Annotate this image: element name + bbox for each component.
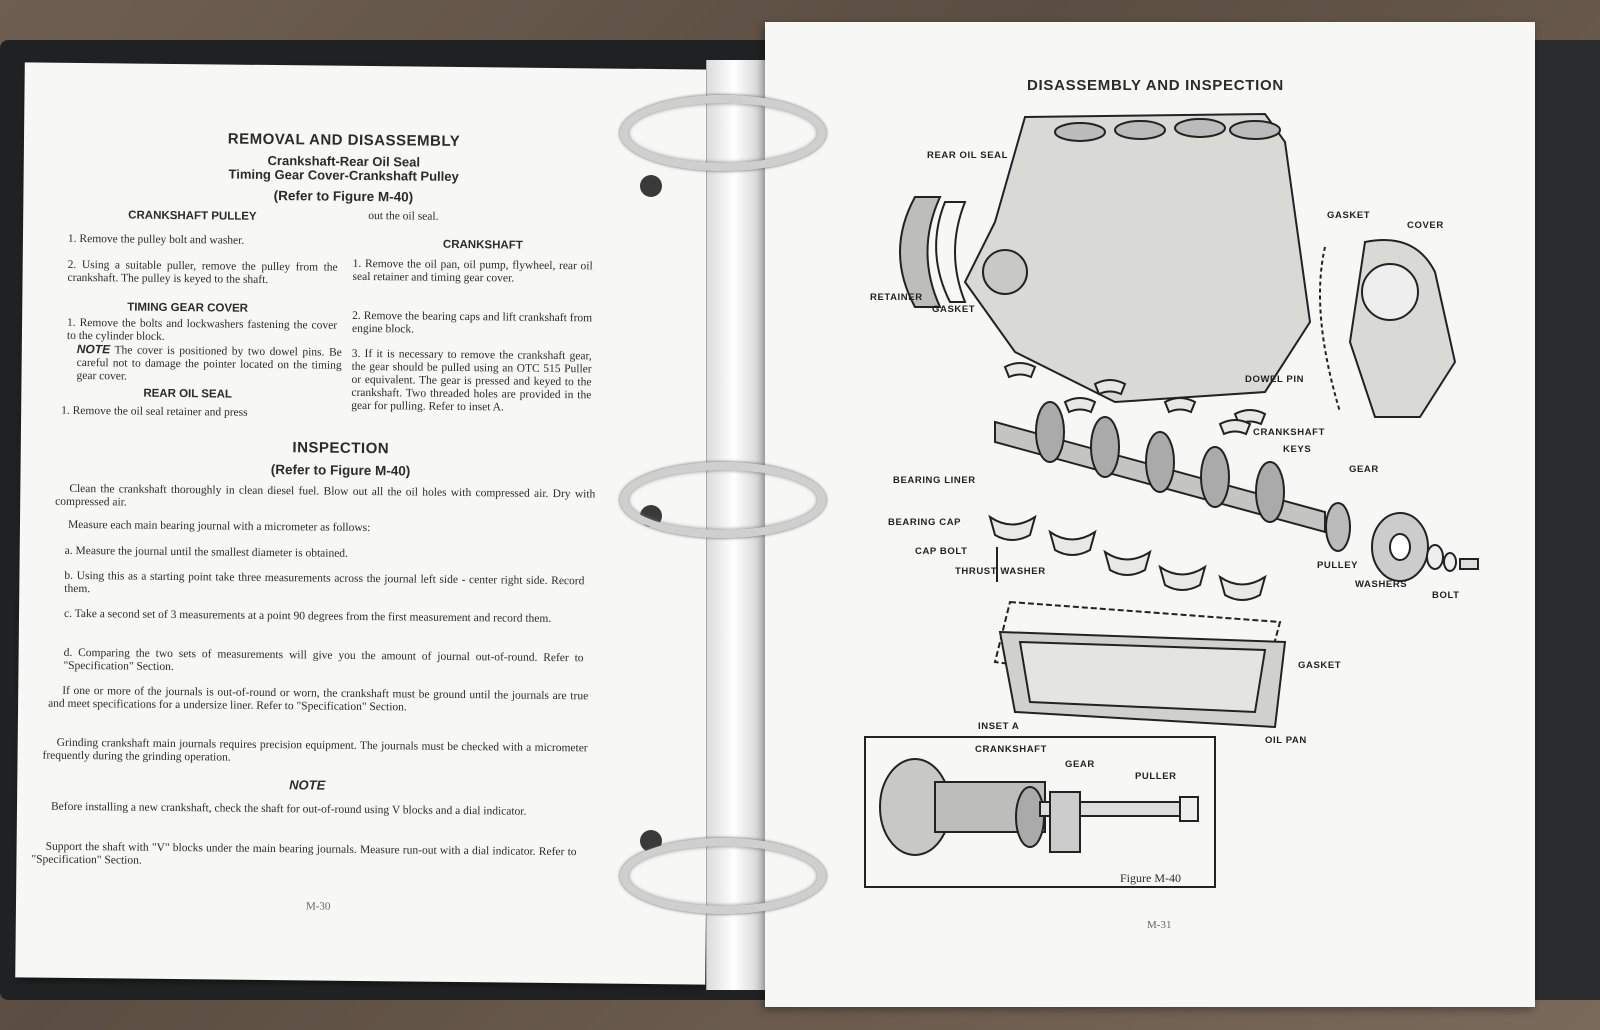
removal-title: REMOVAL AND DISASSEMBLY <box>227 130 461 150</box>
timing-step-1: 1. Remove the bolts and lockwashers fastening the cover to the cylinder block. <box>66 316 338 343</box>
crank-step-3: 3. If it is necessary to remove the crankshaft gear, the gear should be pulled using an OTC 515 Puller or equivalent. The gear is pressed and keyed to the crankshaft. Two threaded holes are provided in the gear for pulling. Refer to inset A. <box>351 347 592 414</box>
inspection-para-2: Measure each main bearing journal with a micrometer as follows: <box>67 518 371 535</box>
inspection-step-a: a. Measure the journal until the smallest diameter is obtained. <box>64 544 349 560</box>
label-gear: GEAR <box>1349 464 1379 475</box>
inspection-para-5: Before installing a new crankshaft, check the shaft for out-of-round using V blocks and a dial indicator. <box>50 800 527 818</box>
timing-note <box>76 343 341 386</box>
inspection-refer: (Refer to Figure M-40) <box>270 462 411 479</box>
inspection-step-c: c. Take a second set of 3 measurements at a point 90 degrees from the first measurement and record them. <box>63 607 552 625</box>
label-keys: KEYS <box>1283 444 1312 455</box>
label-oil-pan: OIL PAN <box>1265 735 1307 746</box>
label-pulley: PULLEY <box>1317 560 1359 571</box>
crankshaft-heading: CRANKSHAFT <box>442 238 523 252</box>
label-crankshaft: CRANKSHAFT <box>1253 427 1325 438</box>
removal-refer: (Refer to Figure M-40) <box>273 188 414 205</box>
label-cap-bolt: CAP BOLT <box>915 546 968 557</box>
label-dowel-pin: DOWEL PIN <box>1245 374 1305 385</box>
label-rear-oil-seal: REAR OIL SEAL <box>927 150 1008 161</box>
seal-step-1: 1. Remove the oil seal retainer and press <box>61 404 248 419</box>
removal-subtitle-2: Timing Gear Cover-Crankshaft Pulley <box>228 166 459 184</box>
inspection-title: INSPECTION <box>292 439 390 458</box>
label-gasket-rear: GASKET <box>932 304 976 315</box>
binder-ring-bottom <box>620 838 826 914</box>
punch-hole <box>640 175 662 197</box>
inspection-para-4: Grinding crankshaft main journals requires precision equipment. The journals must be checked with a micrometer frequently during the grinding operation. <box>42 736 588 764</box>
label-cover: COVER <box>1407 220 1444 231</box>
label-bolt: BOLT <box>1432 590 1460 601</box>
seal-heading: REAR OIL SEAL <box>143 387 233 401</box>
label-retainer: RETAINER <box>870 292 923 303</box>
left-page-number: M-30 <box>305 900 331 913</box>
timing-note-text: The cover is positioned by two dowel pins. Be careful not to damage the pointer located on the timing gear cover. <box>76 344 342 383</box>
label-bearing-liner: BEARING LINER <box>893 475 976 486</box>
inspection-step-d: d. Comparing the two sets of measurements will give you the amount of journal out-of-round. Refer to "Specification" Section. <box>63 646 584 674</box>
inspection-step-b: b. Using this as a starting point take three measurements across the journal left side - center right side. Record them. <box>64 569 585 596</box>
label-inset-puller: PULLER <box>1135 771 1177 782</box>
label-gasket-cover: GASKET <box>1327 210 1371 221</box>
removal-subtitle-1: Crankshaft-Rear Oil Seal <box>267 152 421 170</box>
crank-step-1: 1. Remove the oil pan, oil pump, flywheel, rear oil seal retainer and timing gear cover. <box>352 257 593 285</box>
left-page <box>15 62 715 984</box>
label-washers: WASHERS <box>1355 579 1408 590</box>
label-inset-a: INSET A <box>978 721 1020 732</box>
inspection-para-6: Support the shaft with "V" blocks under the main bearing journals. Measure run-out with a dial indicator. Refer to "Specification" Section. <box>31 840 577 867</box>
seal-continued: out the oil seal. <box>368 210 439 223</box>
inspection-para-3: If one or more of the journals is out-of-round or worn, the crankshaft must be ground until the journals are true and meet specifications for a undersize liner. Refer to "Specification" Section. <box>48 684 589 714</box>
diagram-title: DISASSEMBLY AND INSPECTION <box>1027 77 1284 94</box>
pulley-heading: CRANKSHAFT PULLEY <box>128 209 257 223</box>
binder-ring-top <box>620 95 826 171</box>
engine-exploded-diagram <box>765 22 1535 902</box>
timing-heading: TIMING GEAR COVER <box>127 301 249 315</box>
right-page <box>765 22 1535 1007</box>
figure-caption: Figure M-40 <box>1120 871 1181 885</box>
binder-ring-middle <box>620 462 826 538</box>
inspection-para-1: Clean the crankshaft thoroughly in clean diesel fuel. Blow out all the oil holes with compressed air. Dry with compressed air. <box>55 482 596 509</box>
label-inset-crankshaft: CRANKSHAFT <box>975 744 1047 755</box>
label-inset-gear: GEAR <box>1065 759 1095 770</box>
label-thrust-washer: THRUST WASHER <box>955 566 1046 577</box>
pulley-step-2: 2. Using a suitable puller, remove the pulley from the crankshaft. The pulley is keyed to the shaft. <box>67 258 338 286</box>
right-page-number: M-31 <box>1147 919 1172 931</box>
pulley-step-1: 1. Remove the pulley bolt and washer. <box>67 232 245 247</box>
crank-step-2: 2. Remove the bearing caps and lift crankshaft from engine block. <box>351 309 593 336</box>
label-bearing-cap: BEARING CAP <box>888 517 962 528</box>
label-gasket-pan: GASKET <box>1298 660 1342 671</box>
timing-note-label: NOTE <box>76 341 111 357</box>
note-heading: NOTE <box>289 777 326 793</box>
